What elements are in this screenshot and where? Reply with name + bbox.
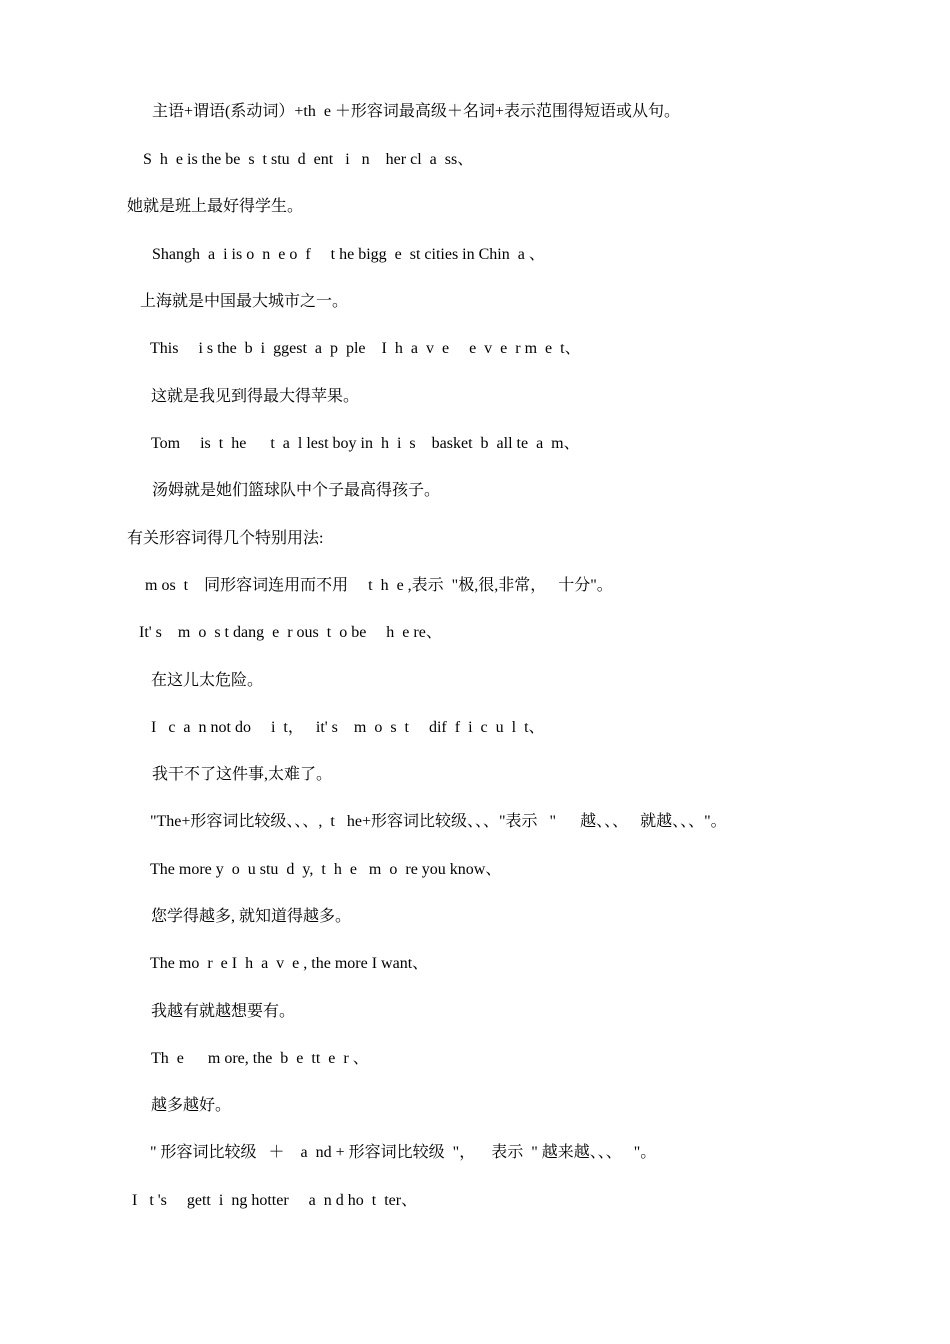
example-translation-zh: 越多越好。 <box>151 1097 232 1114</box>
grammar-rule-superlative: 主语+谓语(系动词）+th e ＋形容词最高级＋名词+表示范围得短语或从句。 <box>152 103 680 120</box>
example-translation-zh: 您学得越多, 就知道得越多。 <box>151 908 352 925</box>
example-translation-zh: 汤姆就是她们篮球队中个子最高得孩子。 <box>152 482 441 499</box>
example-translation-zh: 上海就是中国最大城市之一。 <box>140 293 349 310</box>
example-sentence-en: It' s m o s t dang e r ous t o be h e re、 <box>139 624 442 641</box>
example-translation-zh: 这就是我见到得最大得苹果。 <box>151 388 360 405</box>
example-sentence-en: Th e m ore, the b e tt e r 、 <box>151 1050 369 1067</box>
section-heading: 有关形容词得几个特别用法: <box>127 530 324 547</box>
example-translation-zh: 她就是班上最好得学生。 <box>127 198 304 215</box>
grammar-rule-and: " 形容词比较级 ＋ a nd + 形容词比较级 "， 表示 " 越来越、、、 "。 <box>150 1144 657 1161</box>
example-sentence-en: This i s the b i ggest a p ple I h a v e e v e r m e t、 <box>150 340 581 357</box>
example-sentence-en: The mo r e I h a v e , the more I want、 <box>150 955 429 972</box>
example-sentence-en: The more y o u stu d y, t h e m o re you know、 <box>150 861 502 878</box>
grammar-rule-the-more: "The+形容词比较级、、、, t he+形容词比较级、、、"表示 " 越、、、 就越、、、"。 <box>150 813 727 830</box>
example-sentence-en: S h e is the be s t stu d ent i n her cl a ss、 <box>143 151 474 168</box>
example-sentence-en: Shangh a i is o n e o f t he bigg e st cities in Chin a 、 <box>152 246 545 263</box>
grammar-rule-most: m os t 同形容词连用而不用 t h e ,表示 "极,很,非常， 十分"。 <box>145 577 613 594</box>
example-translation-zh: 我越有就越想要有。 <box>151 1003 296 1020</box>
example-translation-zh: 在这儿太危险。 <box>151 672 264 689</box>
example-translation-zh: 我干不了这件事,太难了。 <box>152 766 333 783</box>
example-sentence-en: Tom is t he t a l lest boy in h i s basket b all te a m、 <box>151 435 580 452</box>
example-sentence-en: I c a n not do i t， it' s m o s t dif f i c u l t、 <box>151 719 545 736</box>
example-sentence-en: I t 's gett i ng hotter a n d ho t ter、 <box>132 1192 418 1209</box>
